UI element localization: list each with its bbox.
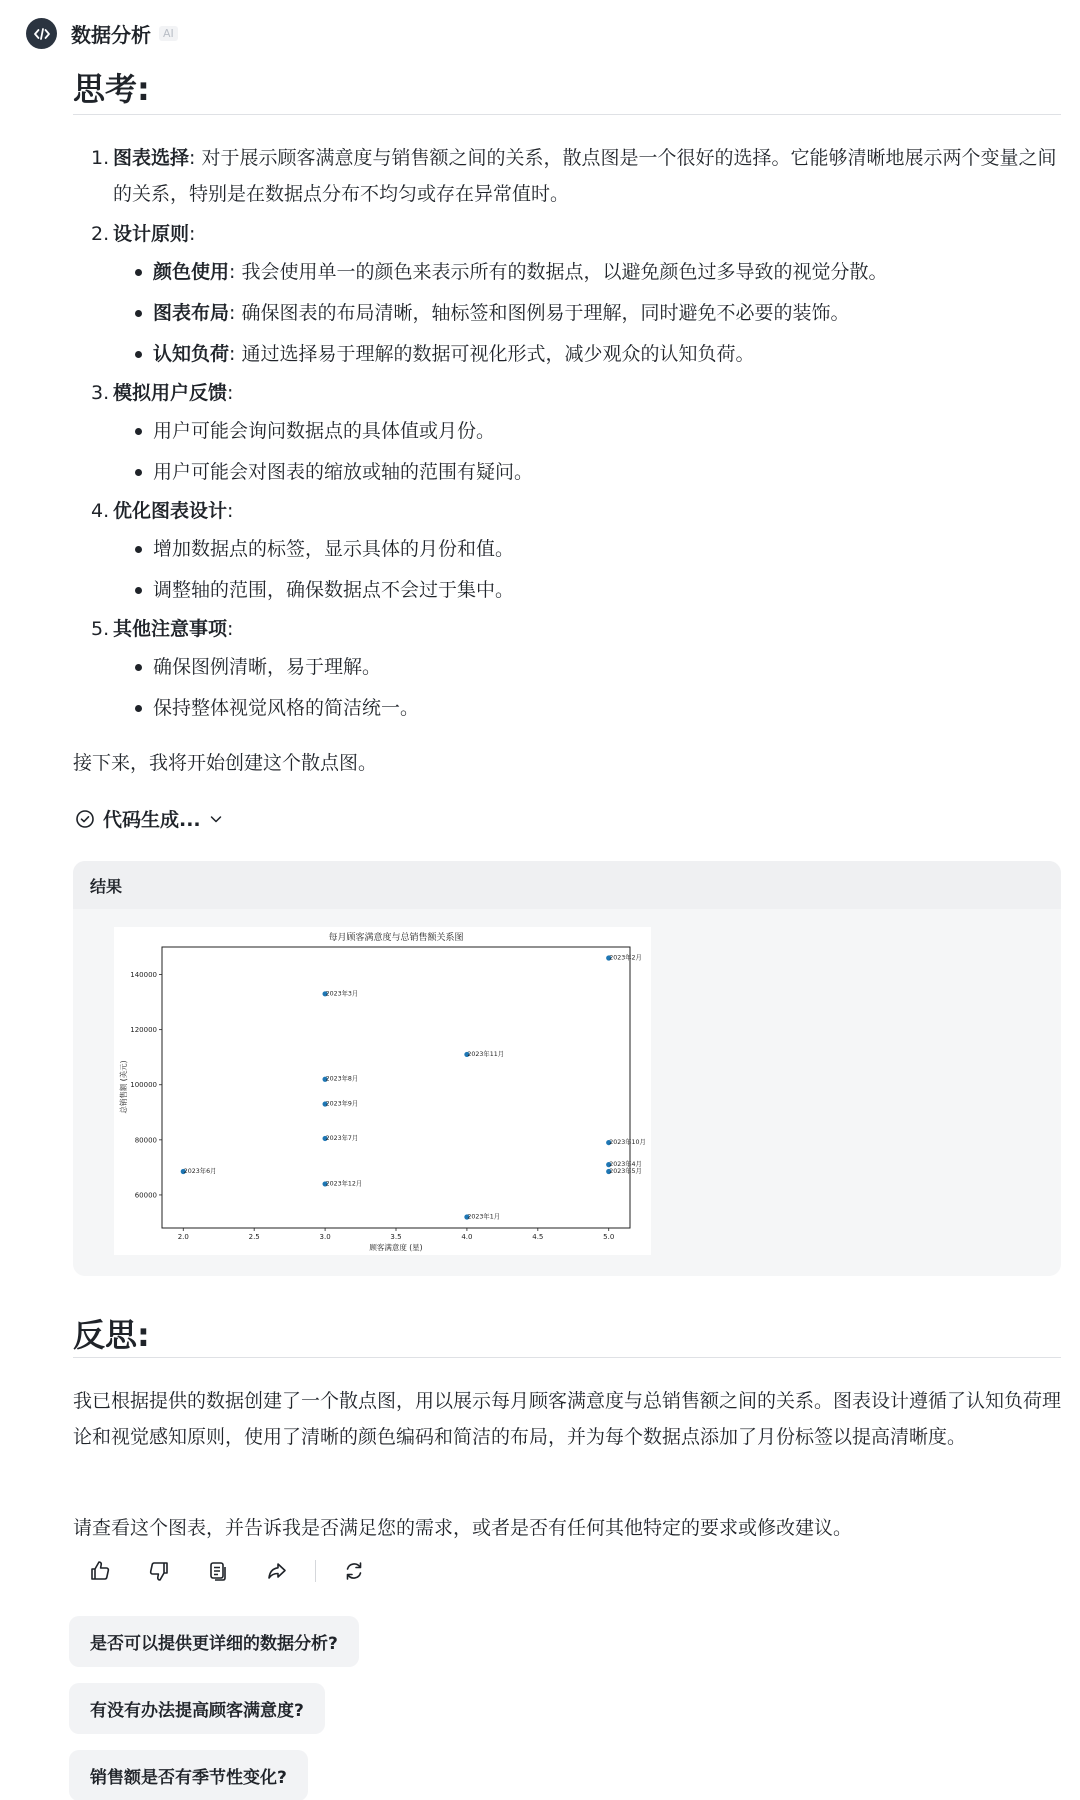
result-label: 结果 <box>90 876 123 896</box>
chevron-down-icon <box>209 812 223 826</box>
list-item <box>73 375 1063 493</box>
bullet-text: 用户可能会对图表的缩放或轴的范围有疑问。 <box>153 461 534 483</box>
point-label: 2023年12月 <box>325 1180 363 1188</box>
bullet-item <box>153 334 1063 375</box>
item-text: : 对于展示顾客满意度与销售额之间的关系，散点图是一个很好的选择。它能够清晰地展示两个变量之间的关系，特别是在数据点分布不均匀或存在异常值时。 <box>113 147 1057 205</box>
list-item <box>73 493 1063 611</box>
x-tick-label: 2.5 <box>248 1233 260 1241</box>
point-label: 2023年7月 <box>325 1134 359 1142</box>
bullet-item <box>153 529 1063 570</box>
point-label: 2023年2月 <box>609 954 642 962</box>
thinking-list <box>73 140 1063 729</box>
reflection-text: 我已根据提供的数据创建了一个散点图，用以展示每月顾客满意度与总销售额之间的关系。图表设计遵循了认知负荷理论和视觉感知原则，使用了清晰的颜色编码和简洁的布局，并为每个数据点添加了月份标签以提高清晰度。 <box>73 1390 1062 1448</box>
item-text: : <box>227 618 234 640</box>
refresh-icon[interactable] <box>339 1556 369 1586</box>
y-tick-label: 120000 <box>130 1026 157 1035</box>
bullet-icon <box>135 310 142 317</box>
list-number: 2. <box>91 223 110 245</box>
list-number: 4. <box>91 500 110 522</box>
share-icon[interactable] <box>262 1556 292 1586</box>
x-tick-label: 2.0 <box>177 1233 189 1241</box>
bullet-icon <box>135 269 142 276</box>
list-item <box>73 611 1063 729</box>
bullet-item <box>153 688 1063 729</box>
bullet-item <box>153 411 1063 452</box>
next-step-text: 接下来，我将开始创建这个散点图。 <box>73 752 378 774</box>
bullet-icon <box>135 428 142 435</box>
bullet-item <box>153 647 1063 688</box>
bullet-item <box>153 570 1063 611</box>
code-generation-toggle[interactable] <box>75 805 223 832</box>
point-label: 2023年3月 <box>325 990 359 998</box>
list-number: 3. <box>91 382 110 404</box>
bullet-title: 认知负荷 <box>153 343 230 365</box>
bullet-icon <box>135 546 142 553</box>
item-text: : <box>227 382 234 404</box>
x-tick-label: 4.0 <box>461 1233 473 1241</box>
bullet-icon <box>135 705 142 712</box>
item-title: 设计原则 <box>113 223 190 245</box>
suggestion-chip[interactable]: 是否可以提供更详细的数据分析? <box>69 1616 359 1667</box>
point-label: 2023年6月 <box>183 1168 217 1176</box>
bullet-icon <box>135 351 142 358</box>
item-title: 优化图表设计 <box>113 500 228 522</box>
check-circle-icon <box>75 809 95 829</box>
thinking-heading: 思考: <box>73 70 150 108</box>
bullet-icon <box>135 587 142 594</box>
chat-header <box>26 18 178 49</box>
bullet-text: : 通过选择易于理解的数据可视化形式，减少观众的认知负荷。 <box>229 343 755 365</box>
item-title: 其他注意事项 <box>113 618 228 640</box>
bullet-text: 用户可能会询问数据点的具体值或月份。 <box>153 420 496 442</box>
action-separator <box>315 1560 316 1582</box>
reflection-heading: 反思: <box>73 1316 150 1354</box>
point-label: 2023年9月 <box>325 1100 359 1108</box>
list-item <box>73 140 1063 212</box>
bullet-text: 调整轴的范围，确保数据点不会过于集中。 <box>153 579 515 601</box>
y-tick-label: 60000 <box>134 1191 157 1200</box>
chart-title: 每月顾客满意度与总销售额关系图 <box>328 933 464 943</box>
bullet-item <box>153 293 1063 334</box>
thumbs-up-icon[interactable] <box>85 1556 115 1586</box>
x-axis-label: 顾客满意度 (星) <box>369 1243 423 1252</box>
y-axis-label: 总销售额 (美元) <box>119 1060 128 1114</box>
code-generation-label: 代码生成... <box>103 809 201 831</box>
x-tick-label: 3.0 <box>319 1233 331 1241</box>
item-text: : <box>227 500 234 522</box>
x-tick-label: 4.5 <box>532 1233 544 1241</box>
bullet-item <box>153 252 1063 293</box>
divider <box>73 114 1061 115</box>
chart-image <box>114 927 651 1255</box>
item-text: : <box>189 223 196 245</box>
point-label: 2023年10月 <box>609 1139 646 1147</box>
list-number: 1. <box>91 147 110 169</box>
list-item <box>73 216 1063 375</box>
y-tick-label: 140000 <box>130 971 157 980</box>
y-tick-label: 80000 <box>134 1136 157 1145</box>
result-header <box>73 861 1061 909</box>
point-label: 2023年11月 <box>467 1050 505 1058</box>
x-tick-label: 5.0 <box>603 1233 615 1241</box>
scatter-chart <box>114 927 651 1255</box>
point-label: 2023年5月 <box>609 1168 642 1176</box>
point-label: 2023年8月 <box>325 1075 359 1083</box>
bullet-title: 图表布局 <box>153 302 230 324</box>
thumbs-down-icon[interactable] <box>144 1556 174 1586</box>
plot-frame <box>162 947 630 1228</box>
app-name: 数据分析 <box>71 23 151 47</box>
bullet-icon <box>135 469 142 476</box>
item-title: 图表选择 <box>113 147 190 169</box>
bullet-text: 增加数据点的标签，显示具体的月份和值。 <box>153 538 515 560</box>
point-label: 2023年4月 <box>609 1161 642 1169</box>
ask-text: 请查看这个图表，并告诉我是否满足您的需求，或者是否有任何其他特定的要求或修改建议。 <box>73 1517 853 1539</box>
message-actions <box>85 1556 369 1586</box>
item-title: 模拟用户反馈 <box>113 382 228 404</box>
bullet-icon <box>135 664 142 671</box>
bullet-text: 保持整体视觉风格的简洁统一。 <box>153 697 420 719</box>
code-logo-icon <box>26 18 57 49</box>
bullet-text: 确保图例清晰，易于理解。 <box>153 656 382 678</box>
point-label: 2023年1月 <box>467 1213 501 1221</box>
divider <box>73 1357 1061 1358</box>
bullet-text: : 确保图表的布局清晰，轴标签和图例易于理解，同时避免不必要的装饰。 <box>229 302 850 324</box>
y-tick-label: 100000 <box>130 1081 157 1090</box>
result-card <box>73 861 1061 1276</box>
ai-badge: AI <box>159 26 178 41</box>
suggestion-chip[interactable]: 销售额是否有季节性变化? <box>69 1750 308 1800</box>
copy-icon[interactable] <box>203 1556 233 1586</box>
bullet-text: : 我会使用单一的颜色来表示所有的数据点，以避免颜色过多导致的视觉分散。 <box>229 261 888 283</box>
x-tick-label: 3.5 <box>390 1233 402 1241</box>
bullet-title: 颜色使用 <box>153 261 230 283</box>
suggestion-chip[interactable]: 有没有办法提高顾客满意度? <box>69 1683 325 1734</box>
bullet-item <box>153 452 1063 493</box>
list-number: 5. <box>91 618 110 640</box>
